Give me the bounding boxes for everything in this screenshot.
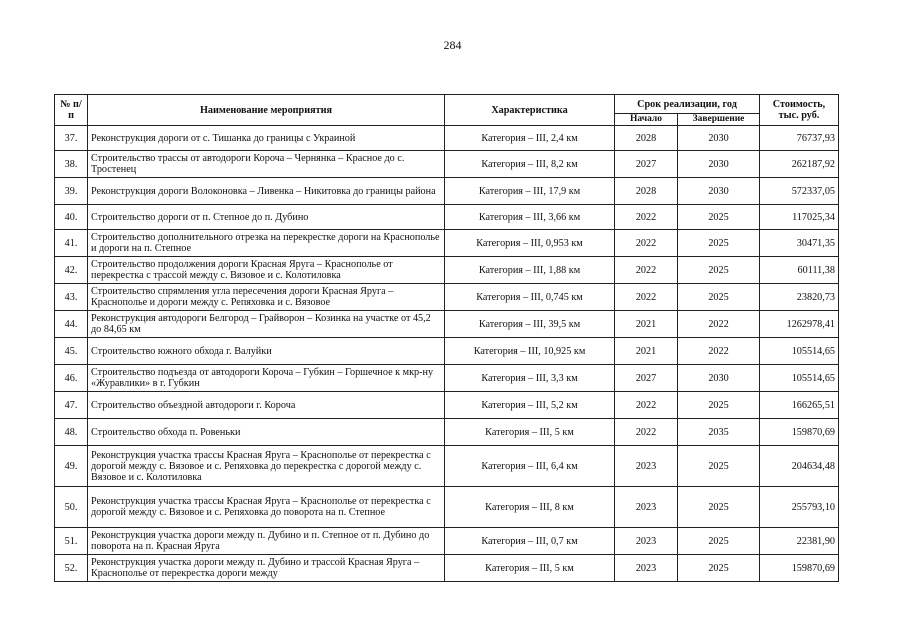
- row-name: Строительство трассы от автодороги Короча – Чернянка – Красное до с. Тростенец: [88, 151, 445, 178]
- row-cost: 60111,38: [760, 257, 839, 284]
- row-start-year: 2022: [615, 284, 678, 311]
- row-cost: 159870,69: [760, 555, 839, 582]
- row-end-year: 2025: [678, 392, 760, 419]
- row-name: Строительство дороги от п. Степное до п. Дубино: [88, 205, 445, 230]
- row-end-year: 2022: [678, 338, 760, 365]
- row-start-year: 2027: [615, 365, 678, 392]
- row-end-year: 2030: [678, 126, 760, 151]
- row-number: 39.: [55, 178, 88, 205]
- row-end-year: 2035: [678, 419, 760, 446]
- row-cost: 30471,35: [760, 230, 839, 257]
- row-characteristic: Категория – III, 1,88 км: [445, 257, 615, 284]
- header-end: Завершение: [678, 114, 760, 126]
- table-row: [55, 365, 839, 392]
- row-start-year: 2027: [615, 151, 678, 178]
- row-name: Строительство спрямления угла пересечения дороги Красная Яруга – Краснополье и дороги между с. Репяховка и с. Вязовое: [88, 284, 445, 311]
- page-number: 284: [443, 38, 462, 52]
- row-name: Реконструкция автодороги Белгород – Грайворон – Козинка на участке от 45,2 до 84,65 км: [88, 311, 445, 338]
- row-start-year: 2022: [615, 392, 678, 419]
- row-end-year: 2025: [678, 230, 760, 257]
- row-number: 47.: [55, 392, 88, 419]
- row-cost: 572337,05: [760, 178, 839, 205]
- row-characteristic: Категория – III, 0,953 км: [445, 230, 615, 257]
- row-name: Строительство обхода п. Ровеньки: [88, 419, 445, 446]
- row-start-year: 2021: [615, 338, 678, 365]
- row-cost: 166265,51: [760, 392, 839, 419]
- header-characteristic: Характеристика: [445, 95, 615, 126]
- row-cost: 117025,34: [760, 205, 839, 230]
- row-start-year: 2022: [615, 419, 678, 446]
- row-characteristic: Категория – III, 10,925 км: [445, 338, 615, 365]
- row-end-year: 2025: [678, 284, 760, 311]
- row-characteristic: Категория – III, 17,9 км: [445, 178, 615, 205]
- row-name: Реконструкция участка трассы Красная Яруга – Краснополье от перекрестка с дорогой между с. Вязовое и с. Репяховка до поворота на п. Степное: [88, 487, 445, 528]
- row-end-year: 2025: [678, 555, 760, 582]
- row-cost: 262187,92: [760, 151, 839, 178]
- row-cost: 105514,65: [760, 338, 839, 365]
- row-characteristic: Категория – III, 5 км: [445, 419, 615, 446]
- row-end-year: 2025: [678, 446, 760, 487]
- row-number: 49.: [55, 446, 88, 487]
- header-cost: Стоимость, тыс. руб.: [760, 95, 839, 126]
- table-row: [55, 205, 839, 230]
- row-cost: 1262978,41: [760, 311, 839, 338]
- header-start: Начало: [615, 114, 678, 126]
- table-row: [55, 126, 839, 151]
- table-row: [55, 487, 839, 528]
- row-characteristic: Категория – III, 39,5 км: [445, 311, 615, 338]
- row-end-year: 2025: [678, 528, 760, 555]
- row-end-year: 2025: [678, 257, 760, 284]
- header-period: Срок реализации, год: [615, 95, 760, 114]
- row-cost: 159870,69: [760, 419, 839, 446]
- row-number: 41.: [55, 230, 88, 257]
- table-body: [55, 126, 839, 582]
- row-characteristic: Категория – III, 8,2 км: [445, 151, 615, 178]
- table-row: [55, 528, 839, 555]
- row-start-year: 2023: [615, 528, 678, 555]
- row-number: 44.: [55, 311, 88, 338]
- row-number: 46.: [55, 365, 88, 392]
- row-characteristic: Категория – III, 0,745 км: [445, 284, 615, 311]
- row-start-year: 2022: [615, 257, 678, 284]
- table-row: [55, 446, 839, 487]
- table-row: [55, 392, 839, 419]
- row-cost: 204634,48: [760, 446, 839, 487]
- row-name: Реконструкция дороги Волоконовка – Ливенка – Никитовка до границы района: [88, 178, 445, 205]
- row-number: 45.: [55, 338, 88, 365]
- row-end-year: 2030: [678, 365, 760, 392]
- table-row: [55, 338, 839, 365]
- row-cost: 105514,65: [760, 365, 839, 392]
- row-name: Строительство подъезда от автодороги Короча – Губкин – Горшечное к мкр-ну «Журавлики» в г. Губкин: [88, 365, 445, 392]
- row-characteristic: Категория – III, 5 км: [445, 555, 615, 582]
- row-end-year: 2025: [678, 205, 760, 230]
- table-row: [55, 284, 839, 311]
- row-start-year: 2023: [615, 555, 678, 582]
- row-number: 50.: [55, 487, 88, 528]
- row-characteristic: Категория – III, 2,4 км: [445, 126, 615, 151]
- row-name: Реконструкция участка дороги между п. Дубино и п. Степное от п. Дубино до поворота на п. Красная Яруга: [88, 528, 445, 555]
- row-end-year: 2030: [678, 151, 760, 178]
- table-row: [55, 555, 839, 582]
- header-name: Наименование мероприятия: [88, 95, 445, 126]
- row-characteristic: Категория – III, 8 км: [445, 487, 615, 528]
- row-number: 43.: [55, 284, 88, 311]
- row-name: Строительство южного обхода г. Валуйки: [88, 338, 445, 365]
- table-row: [55, 311, 839, 338]
- row-start-year: 2023: [615, 487, 678, 528]
- table-row: [55, 257, 839, 284]
- row-start-year: 2028: [615, 126, 678, 151]
- row-start-year: 2021: [615, 311, 678, 338]
- row-number: 40.: [55, 205, 88, 230]
- row-characteristic: Категория – III, 0,7 км: [445, 528, 615, 555]
- row-end-year: 2022: [678, 311, 760, 338]
- row-end-year: 2025: [678, 487, 760, 528]
- header-num: № п/п: [55, 95, 88, 126]
- row-characteristic: Категория – III, 6,4 км: [445, 446, 615, 487]
- row-end-year: 2030: [678, 178, 760, 205]
- table-row: [55, 151, 839, 178]
- row-characteristic: Категория – III, 3,66 км: [445, 205, 615, 230]
- row-start-year: 2028: [615, 178, 678, 205]
- row-characteristic: Категория – III, 3,3 км: [445, 365, 615, 392]
- row-name: Строительство объездной автодороги г. Короча: [88, 392, 445, 419]
- row-name: Строительство продолжения дороги Красная Яруга – Краснополье от перекрестка с трассой между с. Вязовое и с. Колотиловка: [88, 257, 445, 284]
- row-cost: 255793,10: [760, 487, 839, 528]
- row-cost: 23820,73: [760, 284, 839, 311]
- row-cost: 22381,90: [760, 528, 839, 555]
- roads-table: [54, 94, 839, 582]
- row-name: Реконструкция участка дороги между п. Дубино и трассой Красная Яруга – Краснополье от перекрестка дороги между: [88, 555, 445, 582]
- row-name: Строительство дополнительного отрезка на перекрестке дороги на Краснополье и дороги на п. Степное: [88, 230, 445, 257]
- row-start-year: 2022: [615, 205, 678, 230]
- row-characteristic: Категория – III, 5,2 км: [445, 392, 615, 419]
- row-number: 38.: [55, 151, 88, 178]
- table-row: [55, 178, 839, 205]
- table-row: [55, 230, 839, 257]
- row-number: 42.: [55, 257, 88, 284]
- row-name: Реконструкция участка трассы Красная Яруга – Краснополье от перекрестка с дорогой между с. Вязовое и с. Репяховка до перекрестка с дорогой между с. Вязовое и с. Колотиловка: [88, 446, 445, 487]
- row-number: 52.: [55, 555, 88, 582]
- row-name: Реконструкция дороги от с. Тишанка до границы с Украиной: [88, 126, 445, 151]
- row-number: 51.: [55, 528, 88, 555]
- row-start-year: 2022: [615, 230, 678, 257]
- row-cost: 76737,93: [760, 126, 839, 151]
- row-start-year: 2023: [615, 446, 678, 487]
- table-row: [55, 419, 839, 446]
- row-number: 48.: [55, 419, 88, 446]
- row-number: 37.: [55, 126, 88, 151]
